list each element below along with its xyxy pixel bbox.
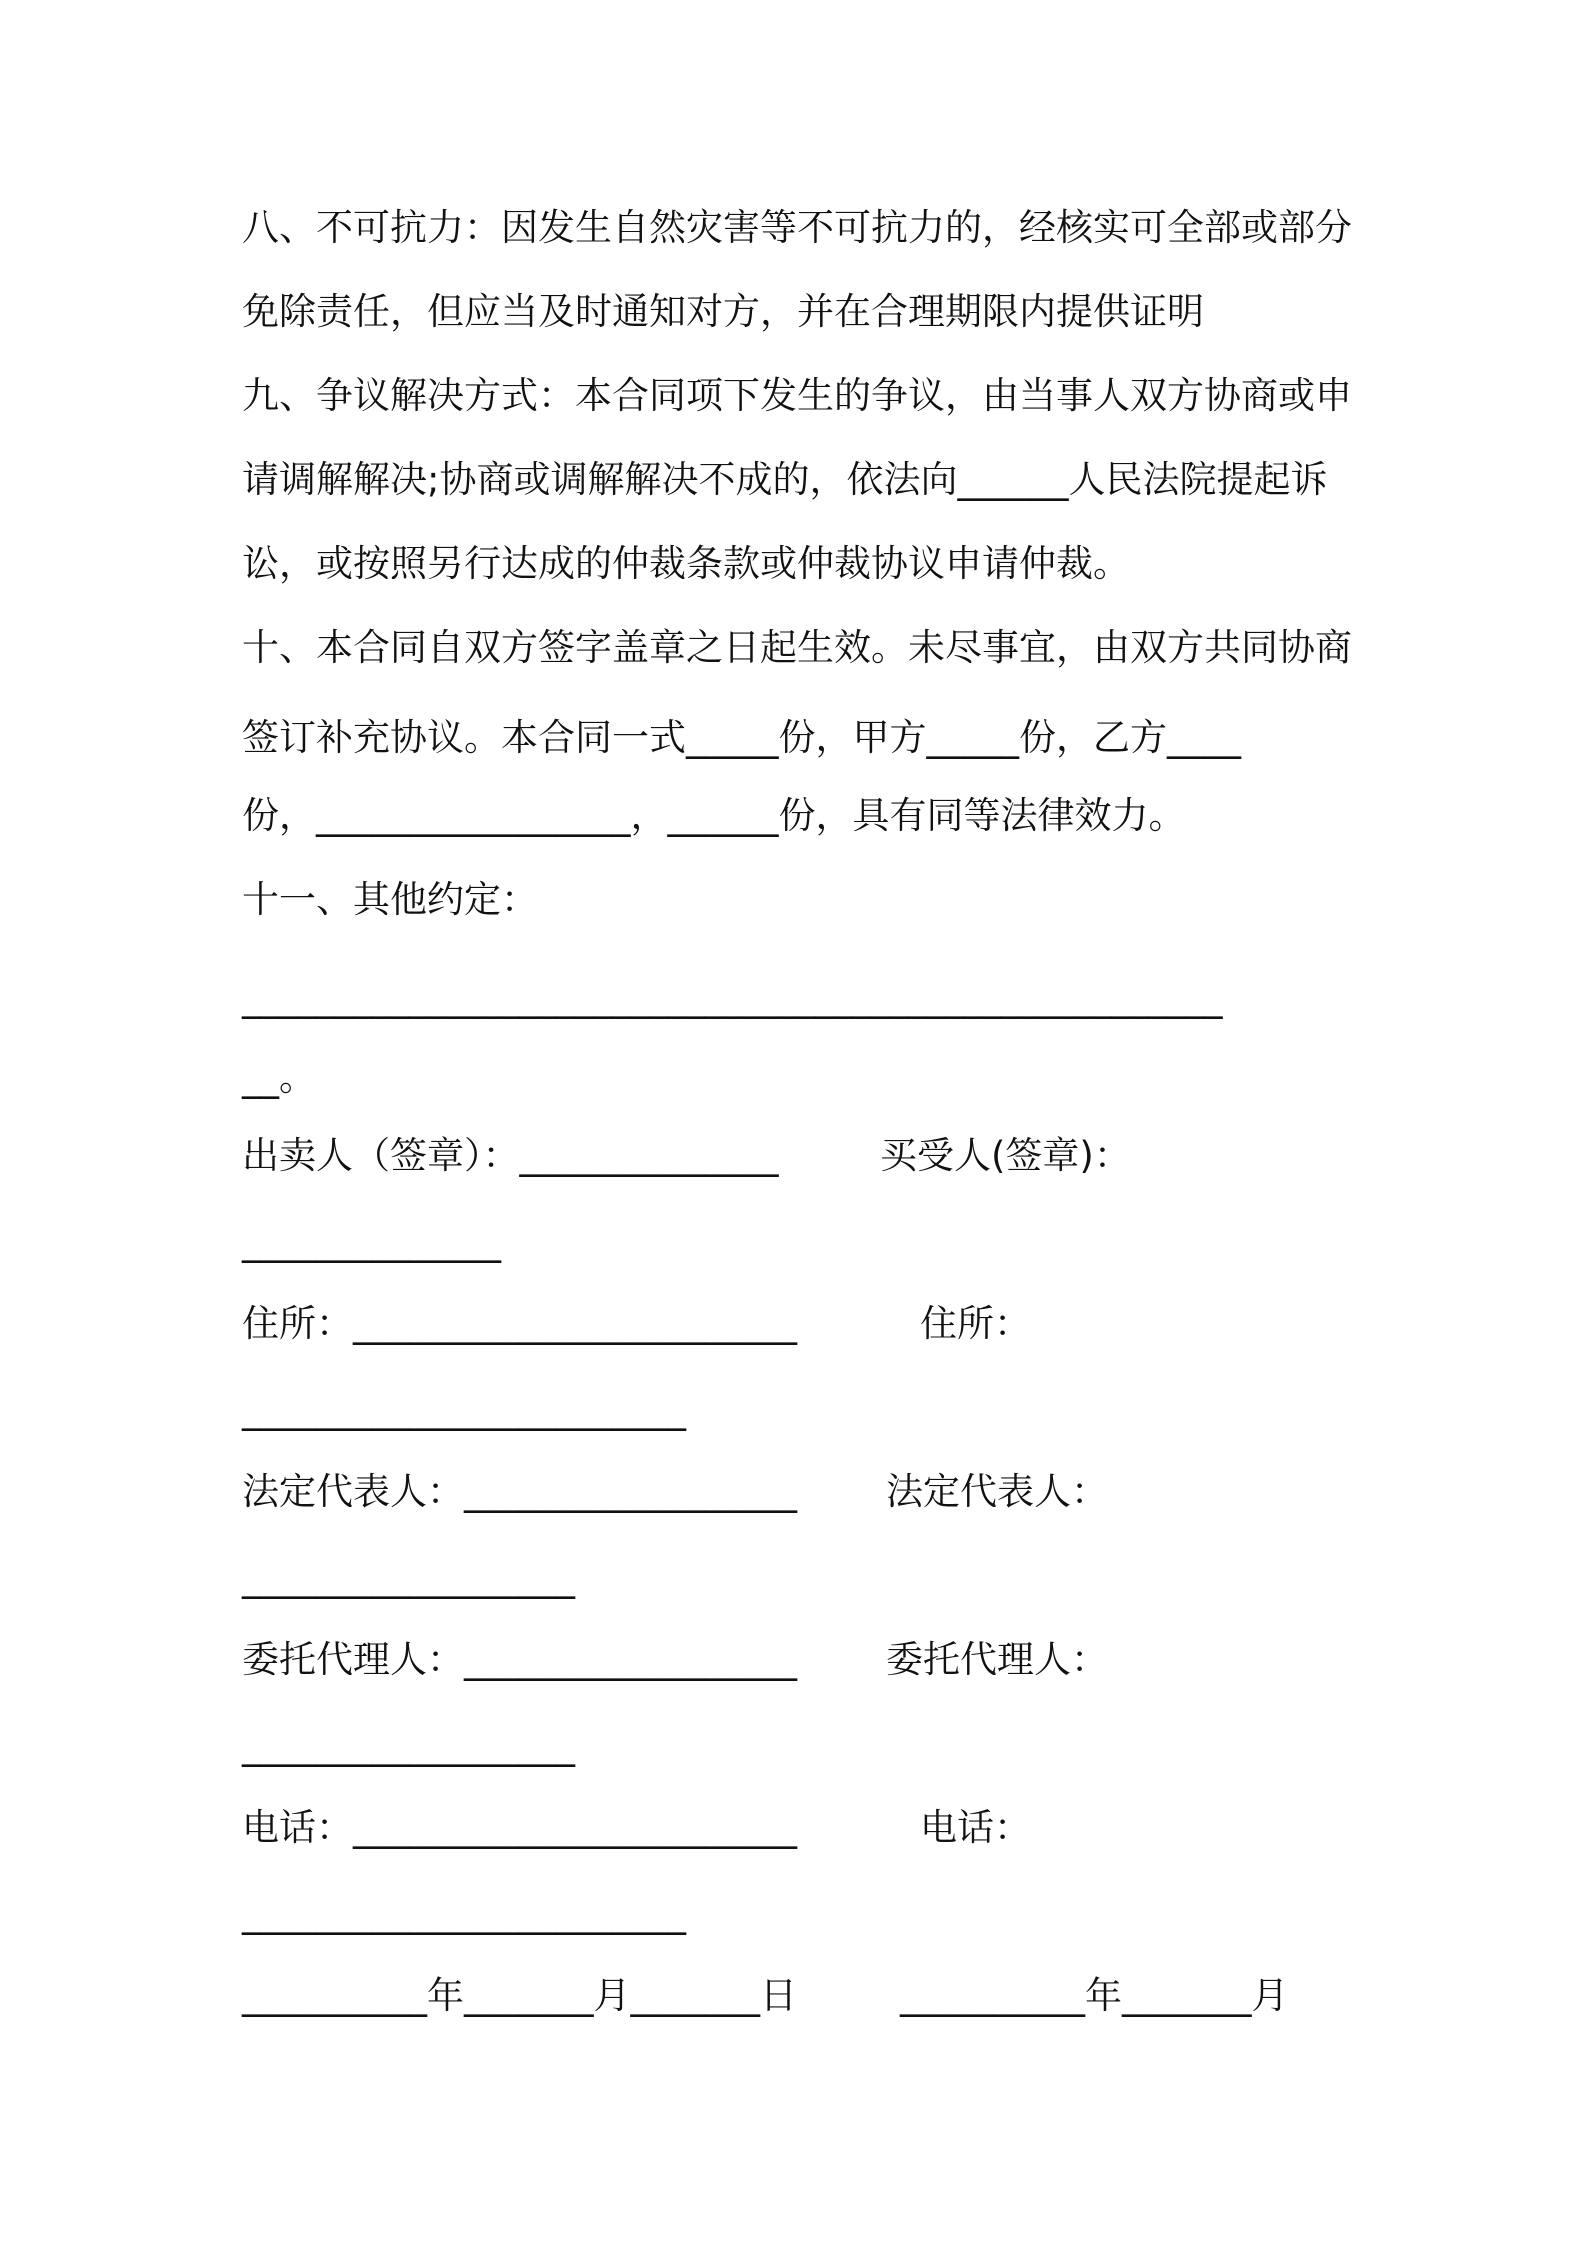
clause-9-line-2: 请调解解决;协商或调解解决不成的，依法向______人民法院提起诉: [242, 458, 1328, 501]
clause-11-heading: 十一、其他约定：: [242, 878, 538, 921]
seller-address-field: 住所：________________________: [242, 1302, 797, 1345]
clause-10-line-1: 十、本合同自双方签字盖章之日起生效。未尽事宜，由双方共同协商: [242, 626, 1352, 669]
buyer-address-label: 住所：: [920, 1302, 1031, 1345]
buyer-address-blank: ________________________: [242, 1388, 686, 1431]
seller-date-field: __________年_______月_______日: [242, 1974, 797, 2017]
buyer-date-field: __________年_______月: [900, 1974, 1289, 2017]
seller-signature-field: 出卖人（签章）：______________: [242, 1134, 779, 1177]
buyer-legal-rep-blank: __________________: [242, 1556, 575, 1599]
buyer-agent-label: 委托代理人：: [886, 1638, 1108, 1681]
clause-11-blank-end: __。: [242, 1056, 316, 1099]
clause-10-line-2: 签订补充协议。本合同一式_____份，甲方_____份，乙方____: [242, 716, 1241, 759]
buyer-phone-blank: ________________________: [242, 1892, 686, 1935]
seller-phone-field: 电话：________________________: [242, 1806, 797, 1849]
clause-10-line-3: 份，_________________，______份，具有同等法律效力。: [242, 794, 1186, 837]
buyer-agent-blank: __________________: [242, 1724, 575, 1767]
seller-agent-field: 委托代理人：__________________: [242, 1638, 797, 1681]
clause-8-line-2: 免除责任，但应当及时通知对方，并在合理期限内提供证明: [242, 290, 1204, 333]
clause-9-line-1: 九、争议解决方式：本合同项下发生的争议，由当事人双方协商或申: [242, 374, 1352, 417]
buyer-phone-label: 电话：: [920, 1806, 1031, 1849]
buyer-signature-blank: ______________: [242, 1220, 501, 1263]
clause-11-blank: _____________________________________________________: [242, 976, 1223, 1019]
seller-legal-rep-field: 法定代表人：__________________: [242, 1470, 797, 1513]
clause-8-line-1: 八、不可抗力：因发生自然灾害等不可抗力的，经核实可全部或部分: [242, 206, 1352, 249]
buyer-legal-rep-label: 法定代表人：: [886, 1470, 1108, 1513]
clause-9-line-3: 讼，或按照另行达成的仲裁条款或仲裁协议申请仲裁。: [242, 542, 1130, 585]
buyer-signature-label: 买受人(签章)：: [880, 1134, 1131, 1177]
